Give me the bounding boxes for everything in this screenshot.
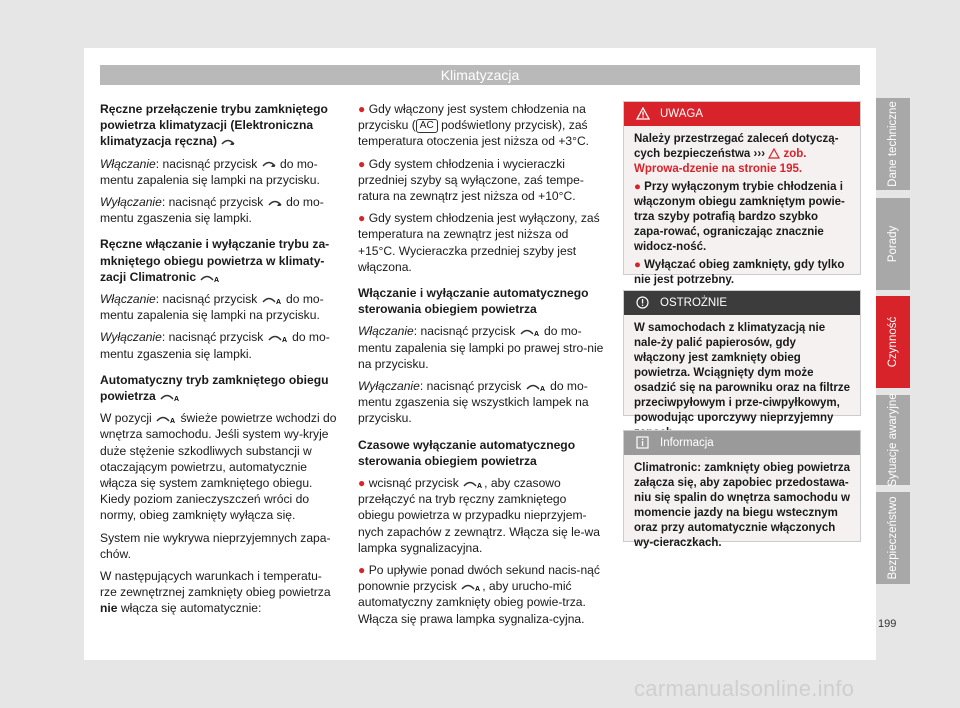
reference-link[interactable]: zob. Wprowa-dzenie na stronie 195: [634, 148, 807, 175]
paragraph: Włączanie: nacisnąć przycisk A do mo-mentu zapalenia się lampki po prawej stro-nie na przycisku.: [358, 324, 604, 371]
heading-auto-control: Włączanie i wyłączanie automatycznego sterowania obiegiem powietrza: [358, 286, 589, 317]
list-item: ● Gdy system chłodzenia i wycieraczki przedniej szyby są wyłączone, zaś tempe-ratura na zewnątrz jest niższa od +10°C.: [358, 156, 584, 204]
auto-recirculation-icon: [155, 415, 177, 423]
column-left: [100, 101, 338, 623]
tab-czynnosc[interactable]: Czynność: [876, 296, 910, 388]
column-middle: [358, 101, 604, 633]
list-item: ● Przy wyłączonym trybie chłodzenia i włączonym obiegu zamkniętym powie-trza szyby potrafią bardzo szybko zapa-rować, ograniczając znacznie widocz-ność.: [634, 181, 845, 253]
info-box: [623, 430, 861, 549]
svg-text:A: A: [281, 337, 287, 343]
svg-text:A: A: [170, 418, 176, 424]
info-header: Informacja: [624, 431, 860, 455]
paragraph: Wyłączanie: nacisnąć przycisk A do mo-mentu zgaszenia się lampki.: [100, 330, 330, 361]
heading-temporary-off: Czasowe wyłączanie automatycznego sterowania obiegiem powietrza: [358, 437, 576, 468]
paragraph: W następujących warunkach i temperatu-rze zewnętrznej zamknięty obieg powietrza nie włącza się automatycznie:: [100, 569, 331, 616]
auto-recirculation-icon: [199, 274, 221, 282]
svg-text:A: A: [174, 395, 180, 401]
auto-recirculation-icon: [519, 328, 541, 336]
svg-text:A: A: [475, 586, 481, 592]
caution-box: [623, 290, 861, 424]
caution-header: OSTROŻNIE: [624, 291, 860, 315]
svg-text:A: A: [539, 385, 545, 391]
tab-dane-techniczne[interactable]: Dane techniczne: [876, 98, 910, 190]
caution-text: W samochodach z klimatyzacją nie nale-ży palić papierosów, gdy włączony jest zamknięty obieg powietrza. Wciągnięty dym może osadzić się na parowniku oraz na filtrze przeciwpyłowym i prze-ciwpyłkowym, powodując uporczywy nieprzyjemny: [634, 322, 851, 424]
svg-text:A: A: [477, 482, 483, 488]
tab-bezpieczenstwo[interactable]: Bezpieczeństwo: [876, 492, 910, 584]
page-number: 199: [878, 618, 897, 630]
recirculation-icon: [220, 138, 236, 146]
list-item: ● Po upływie ponad dwóch sekund nacis-nąć ponownie przycisk A , aby urucho-mić automatyczny zamknięty obieg powie-trza. Włącza się prawa lampka sygnaliza-cyjna.: [358, 563, 600, 626]
paragraph: Wyłączanie: nacisnąć przycisk do mo-mentu zgaszenia się lampki.: [100, 195, 324, 226]
recirculation-icon: [267, 199, 283, 207]
auto-recirculation-icon: [267, 334, 289, 342]
list-item: ● Gdy system chłodzenia jest wyłączony, zaś temperatura na zewnątrz jest niższa od +15°C. Wycieraczka przedniej szyby jest włączona.: [358, 211, 600, 274]
list-item: ● Gdy włączony jest system chłodzenia na przycisku ( AC podświetlony przycisk), zaś temperatura otoczenia jest niższa od +3°C.: [358, 102, 590, 149]
auto-recirculation-icon: [525, 383, 547, 391]
exclamation-icon: [636, 296, 649, 309]
warning-icon: [636, 107, 650, 120]
paragraph: Należy przestrzegać zaleceń dotyczą-cych bezpieczeństwa ››› zob. Wprowa-dzenie na stronie 195.: [634, 133, 839, 175]
paragraph: Włączanie: nacisnąć przycisk do mo-mentu zapalenia się lampki na przycisku.: [100, 156, 320, 187]
heading-auto-mode: Automatyczny tryb zamkniętego obiegu powietrza A: [100, 372, 329, 404]
paragraph: Włączanie: nacisnąć przycisk A do mo-mentu zapalenia się lampki na przycisku.: [100, 292, 324, 323]
ac-key: AC: [416, 119, 438, 133]
auto-recirculation-icon: [462, 480, 484, 488]
svg-text:A: A: [275, 298, 281, 304]
svg-text:A: A: [533, 331, 539, 337]
warning-header: UWAGA: [624, 102, 860, 126]
warning-box: [623, 101, 861, 286]
tab-sytuacje-awaryjne[interactable]: Sytuacje awaryjne: [876, 395, 910, 485]
page-title: Klimatyzacja: [100, 65, 860, 85]
info-text: Climatronic: zamknięty obieg powietrza załącza się, aby zapobiec przedostawa-niu się spalin do wnętrza samochodu w momencie jazdy na biegu wstecznym oraz przy automatycznie włączonych wy-cieraczkach.: [634, 462, 850, 549]
list-item: ● wcisnąć przycisk A , aby czasowo przełączyć na tryb ręczny zamkniętego obiegu powietrza w przypadku nieprzyjem-nych zapachów z zewnątrz. Włącza się le-wa lampka sygnalizacyjna.: [358, 476, 600, 555]
watermark: carmanualsonline.info: [634, 676, 855, 701]
warning-icon: [768, 148, 780, 159]
auto-recirculation-icon: [159, 393, 181, 401]
heading-manual-climate: Ręczne przełączenie trybu zamkniętego powietrza klimatyzacji (Elektroniczna klimatyzacja ręczna): [100, 102, 328, 149]
auto-recirculation-icon: [261, 296, 283, 304]
paragraph: System nie wykrywa nieprzyjemnych zapa-chów.: [100, 530, 331, 561]
recirculation-icon: [261, 160, 277, 168]
list-item: ● Wyłączać obieg zamknięty, gdy tylko nie jest potrzebny.: [634, 259, 845, 286]
tab-porady[interactable]: Porady: [876, 198, 910, 290]
heading-climatronic: Ręczne włączanie i wyłączanie trybu za-mkniętego obiegu powietrza w klimaty-zacji Climatronic A: [100, 237, 330, 284]
info-icon: [636, 436, 649, 449]
auto-recirculation-icon: [460, 583, 482, 591]
paragraph: Wyłączanie: nacisnąć przycisk A do mo-mentu zgaszenia się wszystkich lampek na przycisku.: [358, 379, 589, 426]
paragraph: W pozycji A świeże powietrze wchodzi do wnętrza samochodu. Jeśli system wy-kryje duże stężenie szkodliwych substancji w otaczającym powietrzu, automatycznie włącza się system zamkniętego obiegu. Kiedy poziom zanieczyszczeń wróci do normy, obieg zamknięty wyłącza się.: [100, 411, 337, 523]
svg-text:A: A: [214, 276, 220, 282]
